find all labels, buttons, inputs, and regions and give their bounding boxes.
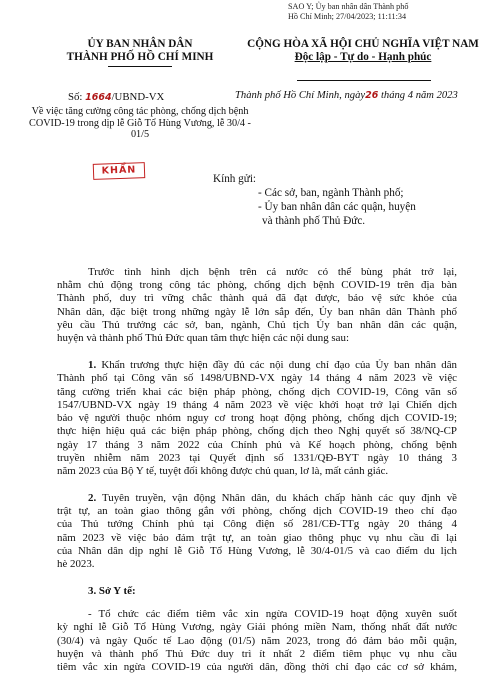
recipient-item: và thành phố Thủ Đức. — [262, 215, 366, 227]
body-line: trật tự, an toàn giao thông gắn với phòng, chống dịch COVID-19 theo chỉ đạo — [57, 505, 457, 517]
item-2-text: Tuyên truyền, vận động Nhân dân, du khách chấp hành các quy định về — [102, 492, 457, 504]
body-line: bảo vệ người thuộc nhóm nguy cơ trong hoạt động phòng, chống dịch COVID-19; — [57, 412, 457, 424]
item-2-label: 2. — [88, 492, 97, 504]
authority-divider — [108, 66, 172, 67]
body-line: Nhân dân, đặc biệt trong những ngày lễ lớn sắp đến, Ủy ban nhân dân Thành phố — [57, 306, 457, 318]
body-line: nhằm chủ động trong công tác phòng, chống dịch bệnh COVID-19 trên địa bàn — [57, 279, 457, 291]
nation-motto: Độc lập - Tự do - Hạnh phúc — [294, 51, 432, 63]
item-1-text: Khẩn trương thực hiện đầy đủ các nội dung chỉ đạo của Ủy ban nhân dân — [101, 359, 457, 371]
body-line: tăng cường triển khai các biện pháp phòng, chống dịch COVID-19, Công văn số — [57, 386, 457, 398]
item-2-first-line — [88, 492, 457, 505]
date-prefix: Thành phố Hồ Chí Minh, ngày — [235, 90, 366, 101]
motto-divider — [297, 80, 431, 81]
body-line: thực hiện hiệu quả các biện pháp phòng, chống dịch theo Nghị quyết số 38/NQ-CP — [57, 425, 457, 437]
doc-number-suffix: /UBND-VX — [111, 91, 165, 103]
body-line: Thành phố, duy trì vững chắc thành quả đã đạt được, bảo vệ sức khỏe của — [57, 292, 457, 304]
body-line: (30/4) và ngày Quốc tế Lao động (01/5) năm 2023, trong đó đảm bảo mỗi quận, — [57, 635, 457, 647]
body-line: Trước tình hình dịch bệnh trên cả nước có thể bùng phát trở lại, — [88, 266, 457, 278]
body-line: huyện và thành phố Thủ Đức quan tâm thực hiện các nội dung sau: — [57, 332, 349, 344]
authority-line: THÀNH PHỐ HỒ CHÍ MINH — [66, 51, 214, 63]
recipients-greeting: Kính gửi: — [213, 173, 257, 185]
document-subject: Về việc tăng cường công tác phòng, chống dịch bệnh COVID-19 trong dịp lễ Giỗ Tổ Hùng Vương, lễ 30/4 - 01/5 — [29, 106, 251, 141]
document-number — [68, 91, 164, 103]
body-line: kỳ nghỉ lễ Giỗ Tổ Hùng Vương, ngày Giải phóng miền Nam, thống nhất đất nước — [57, 621, 457, 633]
authority-line: ỦY BAN NHÂN DÂN — [87, 38, 193, 50]
body-line: của Nhân dân dịp nghỉ lễ Giỗ Tổ Hùng Vương, lễ 30/4-01/5 và cao điểm du lịch — [57, 545, 457, 557]
body-line: - Tổ chức các điểm tiêm vắc xin ngừa COVID-19 hoạt động xuyên suốt — [88, 608, 457, 620]
recipient-item: - Ủy ban nhân dân các quận, huyện — [258, 201, 416, 213]
national-heading — [232, 38, 494, 64]
body-line: ngày 17 tháng 3 năm 2022 của Chính phủ và Kế hoạch phòng, chống bệnh — [57, 439, 457, 451]
issuing-authority — [40, 38, 240, 64]
date-suffix: tháng 4 năm 2023 — [380, 90, 458, 101]
copy-certification-line: Hồ Chí Minh; 27/04/2023; 11:11:34 — [288, 12, 407, 21]
nation-title: CỘNG HÒA XÃ HỘI CHỦ NGHĨA VIỆT NAM — [247, 38, 479, 50]
copy-certification-line: SAO Y; Ủy ban nhân dân Thành phố — [288, 2, 409, 11]
doc-number-handwritten: 1664 — [85, 92, 112, 103]
body-line: Thành phố tại Công văn số 1498/UBND-VX ngày 14 tháng 4 năm 2023 về việc — [57, 372, 457, 384]
copy-certification — [288, 2, 408, 22]
body-line: năm 2023 của Bộ Y tế, tuyệt đối không được chủ quan, lơ là, mất cảnh giác. — [57, 465, 389, 477]
date-day-handwritten: 26 — [365, 90, 379, 101]
document-date — [235, 90, 458, 101]
body-line: huyện và thành phố Thủ Đức duy trì ít nhất 2 điểm tiêm phục vụ nhu cầu — [57, 648, 457, 660]
body-line: yêu cầu Thủ trưởng các sở, ban, ngành, Chủ tịch Ủy ban nhân dân các quận, — [57, 319, 457, 331]
recipient-item: - Các sở, ban, ngành Thành phố; — [258, 187, 404, 199]
body-line: hè 2023. — [57, 558, 95, 570]
body-line: truyền nhiễm năm 2023 tại Quyết định số 1331/QĐ-BYT ngày 10 tháng 3 — [57, 452, 457, 464]
body-line: năm 2023 về việc bảo đảm trật tự, an toàn giao thông phục vụ nhu cầu đi lại — [57, 532, 457, 544]
urgent-stamp: KHẨN — [93, 162, 146, 180]
item-1-first-line — [88, 359, 457, 372]
item-3-heading: 3. Sở Y tế: — [88, 585, 136, 597]
body-line: tiêm vắc xin ngừa COVID-19 của người dân, đồng thời chỉ đạo các cơ sở khám, — [57, 661, 457, 673]
item-1-label: 1. — [88, 359, 97, 371]
body-line: 1547/UBND-VX ngày 19 tháng 4 năm 2023 về việc khởi hoạt trở lại Chiến dịch — [57, 399, 457, 411]
doc-number-prefix: Số: — [68, 91, 83, 103]
body-line: của Thủ tướng Chính phủ tại Công điện số 281/CĐ-TTg ngày 20 tháng 4 — [57, 518, 457, 530]
